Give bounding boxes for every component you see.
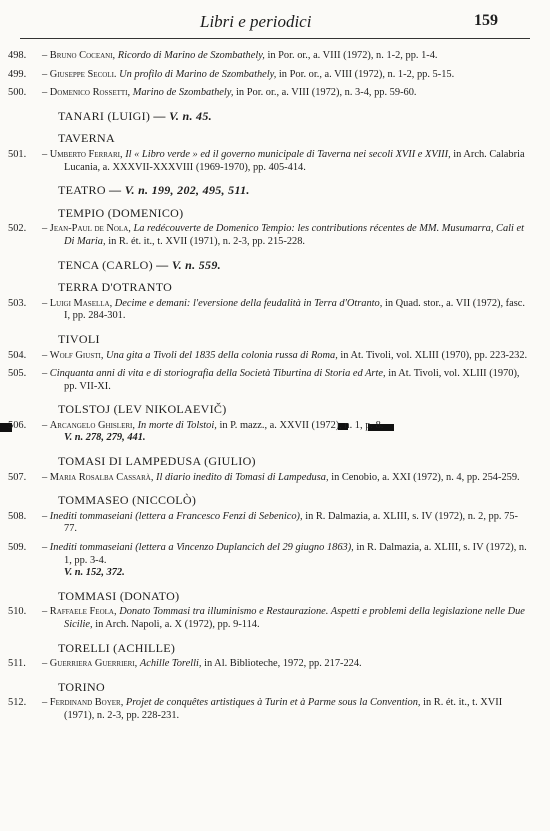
entry-number: 500. (8, 87, 27, 99)
entry-source: in R. Dalmazia, a. XLIII, s. IV (1972), n. 1, pp. 3-4. (64, 542, 527, 566)
bibliography-entry: 511. – Guerriera Guerrieri, Achille Torelli, in Al. Biblioteche, 1972, pp. 217-224. (8, 658, 362, 670)
section-heading (0, 259, 550, 272)
running-header (0, 12, 550, 36)
entry-title: Un profilo di Marino de Szombathely, (119, 68, 277, 80)
bibliography-entry: 501. – Umberto Ferrari, Il « Libro verde » ed il governo municipale di Taverna nei secoli XVII e XVIII, in Arch. Calabria Lucania, a. XXXVII-XXXVIII (1969-1970), pp. 405-414. (8, 148, 525, 173)
entry-title: Inediti tommaseiani (lettera a Vincenzo Duplancich del 29 giugno 1863), (49, 542, 354, 554)
entry-title: Projet de conquêtes artistiques à Turin et à Parme sous la Convention, (125, 697, 421, 709)
entry-source: in Quad. stor., a. VII (1972), fasc. I, pp. 284-301. (64, 297, 526, 322)
bibliography-entry: 500. – Domenico Rossetti, Marino de Szombathely, in Por. or., a. VIII (1972), n. 3-4, pp. 59-60. (8, 87, 417, 99)
entry-author: Raffaele Feola, (49, 606, 117, 618)
section-heading (0, 455, 550, 468)
entry-source: in R. Dalmazia, a. XLIII, s. IV (1972), n. 2, pp. 75-77. (64, 510, 518, 535)
entry-number: 508. (8, 510, 27, 522)
entry-title: Il diario inedito di Tomasi di Lampedusa, (156, 471, 329, 483)
bibliography-entry: 499. – Giuseppe Secoli. Un profilo di Marino de Szombathely, in Por. or., a. VIII (1972), n. 1-2, pp. 5-15. (8, 68, 455, 80)
entry-author: Luigi Masella, (49, 297, 113, 309)
entry-author: Maria Rosalba Cassarà, (49, 471, 154, 483)
section-heading (0, 281, 550, 294)
cross-reference: — V. n. 199, 202, 495, 511. (109, 183, 250, 198)
entry-source: in Arch. Napoli, a. X (1972), pp. 9-114. (95, 619, 260, 630)
entry-number: 503. (8, 297, 27, 309)
entry-title: Achille Torelli, (139, 658, 202, 670)
entry-source: in Arch. Calabria Lucania, a. XXXVII-XXXVIII (1969-1970), pp. 405-414. (64, 148, 525, 173)
entry-author: Domenico Rossetti, (49, 87, 131, 99)
bibliography-entry: 503. – Luigi Masella, Decime e demani: l'eversione della feudalità in Terra d'Otranto, in Quad. stor., a. VII (1972), fasc. I, pp. 284-301. (8, 297, 526, 322)
entry-source: in At. Tivoli, vol. XLIII (1970), pp. VII-XI. (64, 368, 520, 392)
bibliography-entry: 506. – Arcangelo Ghisleri, In morte di Tolstoi, in P. mazz., a. XXVII (1972), n. 1, p. 8. V. n. 278, 279, 441. (8, 419, 384, 444)
heading-name: TERRA D'OTRANTO (58, 280, 173, 295)
bibliography-entry: 507. – Maria Rosalba Cassarà, Il diario inedito di Tomasi di Lampedusa, in Cenobio, a. XXI (1972), n. 4, pp. 254-259. (8, 471, 520, 483)
entry-number: 505. (8, 368, 27, 380)
entry-title: Decime e demani: l'eversione della feudalità in Terra d'Otranto, (114, 297, 383, 309)
section-heading (0, 184, 550, 197)
heading-name: TOMMASI (DONATO) (58, 588, 180, 603)
section-heading (0, 403, 550, 416)
section-heading (0, 333, 550, 346)
entry-number: 512. (8, 697, 27, 709)
bibliography-entry: 502. – Jean-Paul de Nola, La redécouverte de Domenico Tempio: les contributions récentes de MM. Musumarra, Cali et Di Maria, in R. ét. it., t. XVII (1971), n. 2-3, pp. 215-228. (8, 223, 525, 247)
entry-author: Giuseppe Secoli. (49, 68, 117, 80)
entry-source: in R. ét. it., t. XVII (1971), n. 2-3, pp. 215-228. (108, 235, 306, 247)
bibliography-list (0, 50, 550, 729)
entry-author: Bruno Coceani, (49, 50, 116, 61)
entry-source: in Por. or., a. VIII (1972), n. 1-2, pp. 1-4. (267, 50, 438, 61)
entry-source: in Por. or., a. VIII (1972), n. 1-2, pp. 5-15. (278, 68, 455, 80)
section-heading (0, 590, 550, 603)
entry-title: Il « Libro verde » ed il governo municipale di Taverna nei secoli XVII e XVIII, (125, 148, 451, 160)
section-heading (0, 681, 550, 694)
header-rule (20, 38, 530, 39)
heading-name: TENCA (CARLO) (58, 257, 153, 272)
heading-name: TEATRO (58, 183, 106, 198)
entry-title: Donato Tommasi tra illuminismo e Restaurazione. Aspetti e problemi della legislazione nelle Due Sicilie, (64, 606, 525, 630)
bibliography-entry: 504. – Wolf Giusti, Una gita a Tivoli del 1835 della colonia russa di Roma, in At. Tivoli, vol. XLIII (1970), pp. 223-232. (8, 349, 528, 361)
entry-author: Arcangelo Ghisleri, (49, 419, 135, 431)
entry-title: Inediti tommaseiani (lettera a Francesco Fenzi di Sebenico), (49, 510, 303, 522)
section-heading (0, 207, 550, 220)
running-title: Libri e periodici (200, 12, 312, 31)
entry-number: 507. (8, 471, 27, 483)
heading-name: TAVERNA (58, 131, 115, 146)
section-heading (0, 642, 550, 655)
bibliography-entry: 509. – Inediti tommaseiani (lettera a Vincenzo Duplancich del 29 giugno 1863), in R. Dalmazia, a. XLIII, s. IV (1972), n. 1, pp. 3-4. V. n. 152, 372. (8, 542, 527, 579)
entry-number: 501. (8, 148, 27, 160)
entry-number: 509. (8, 542, 27, 554)
entry-source: in At. Tivoli, vol. XLIII (1970), pp. 223-232. (340, 349, 528, 361)
entry-author: Guerriera Guerrieri, (49, 658, 138, 670)
entry-source: in Al. Biblioteche, 1972, pp. 217-224. (204, 658, 362, 670)
entry-number: 506. (8, 419, 27, 431)
entry-title: La redécouverte de Domenico Tempio: les contributions récentes de MM. Musumarra, Cali et Di Maria, (64, 223, 525, 247)
entry-author: Umberto Ferrari, (49, 148, 123, 160)
cross-reference: — V. n. 45. (153, 108, 212, 123)
heading-name: TOMASI DI LAMPEDUSA (GIULIO) (58, 454, 256, 469)
entry-author: Wolf Giusti, (49, 349, 104, 361)
entry-title: Cinquanta anni di vita e di storiografia della Società Tiburtina di Storia ed Arte, (49, 368, 386, 380)
section-heading (0, 494, 550, 507)
entry-author: Jean-Paul de Nola, (49, 223, 131, 235)
heading-name: TANARI (LUIGI) (58, 108, 151, 123)
bibliography-entry: 510. – Raffaele Feola, Donato Tommasi tra illuminismo e Restaurazione. Aspetti e problemi della legislazione nelle Due Sicilie, in Arch. Napoli, a. X (1972), pp. 9-114. (8, 606, 525, 630)
cross-reference: — V. n. 559. (156, 257, 221, 272)
heading-name: TOLSTOJ (LEV NIKOLAEVIČ) (58, 402, 227, 417)
entry-number: 504. (8, 349, 27, 361)
entry-author: Ferdinand Boyer, (49, 697, 124, 709)
section-heading (0, 110, 550, 123)
entry-number: 510. (8, 606, 27, 618)
entry-number: 498. (8, 50, 27, 61)
bibliography-entry: 508. – Inediti tommaseiani (lettera a Francesco Fenzi di Sebenico), in R. Dalmazia, a. XLIII, s. IV (1972), n. 2, pp. 75-77. (8, 510, 518, 535)
heading-name: TIVOLI (58, 331, 100, 346)
entry-source: in P. mazz., a. XXVII (1972), n. 1, p. 8. (219, 419, 384, 431)
entry-title: In morte di Tolstoi, (137, 419, 217, 431)
page-number: 159 (474, 12, 498, 29)
entry-title: Ricordo di Marino de Szombathely, (117, 50, 265, 61)
entry-source: in R. ét. it., t. XVII (1971), n. 2-3, pp. 228-231. (64, 697, 503, 721)
entry-number: 499. (8, 68, 27, 80)
heading-name: TORELLI (ACHILLE) (58, 640, 176, 655)
entry-title: Una gita a Tivoli del 1835 della colonia russa di Roma, (106, 349, 338, 361)
bibliography-entry: 498. – Bruno Coceani, Ricordo di Marino de Szombathely, in Por. or., a. VIII (1972), n. 1-2, pp. 1-4. (8, 50, 438, 61)
cross-reference: V. n. 152, 372. (64, 567, 125, 579)
entry-number: 502. (8, 223, 27, 235)
entry-number: 511. (8, 658, 26, 670)
bibliography-entry: 505. – Cinquanta anni di vita e di storiografia della Società Tiburtina di Storia ed Arte, in At. Tivoli, vol. XLIII (1970), pp. VII-XI. (8, 368, 520, 392)
section-heading (0, 132, 550, 145)
bibliography-entry: 512. – Ferdinand Boyer, Projet de conquêtes artistiques à Turin et à Parme sous la Convention, in R. ét. it., t. XVII (1971), n. 2-3, pp. 228-231. (8, 697, 503, 721)
heading-name: TORINO (58, 679, 105, 694)
entry-title: Marino de Szombathely, (132, 87, 234, 99)
cross-reference: V. n. 278, 279, 441. (64, 432, 146, 444)
entry-source: in Por. or., a. VIII (1972), n. 3-4, pp. 59-60. (236, 87, 417, 99)
heading-name: TOMMASEO (NICCOLÒ) (58, 493, 197, 508)
entry-source: in Cenobio, a. XXI (1972), n. 4, pp. 254-259. (331, 471, 520, 483)
heading-name: TEMPIO (DOMENICO) (58, 205, 184, 220)
